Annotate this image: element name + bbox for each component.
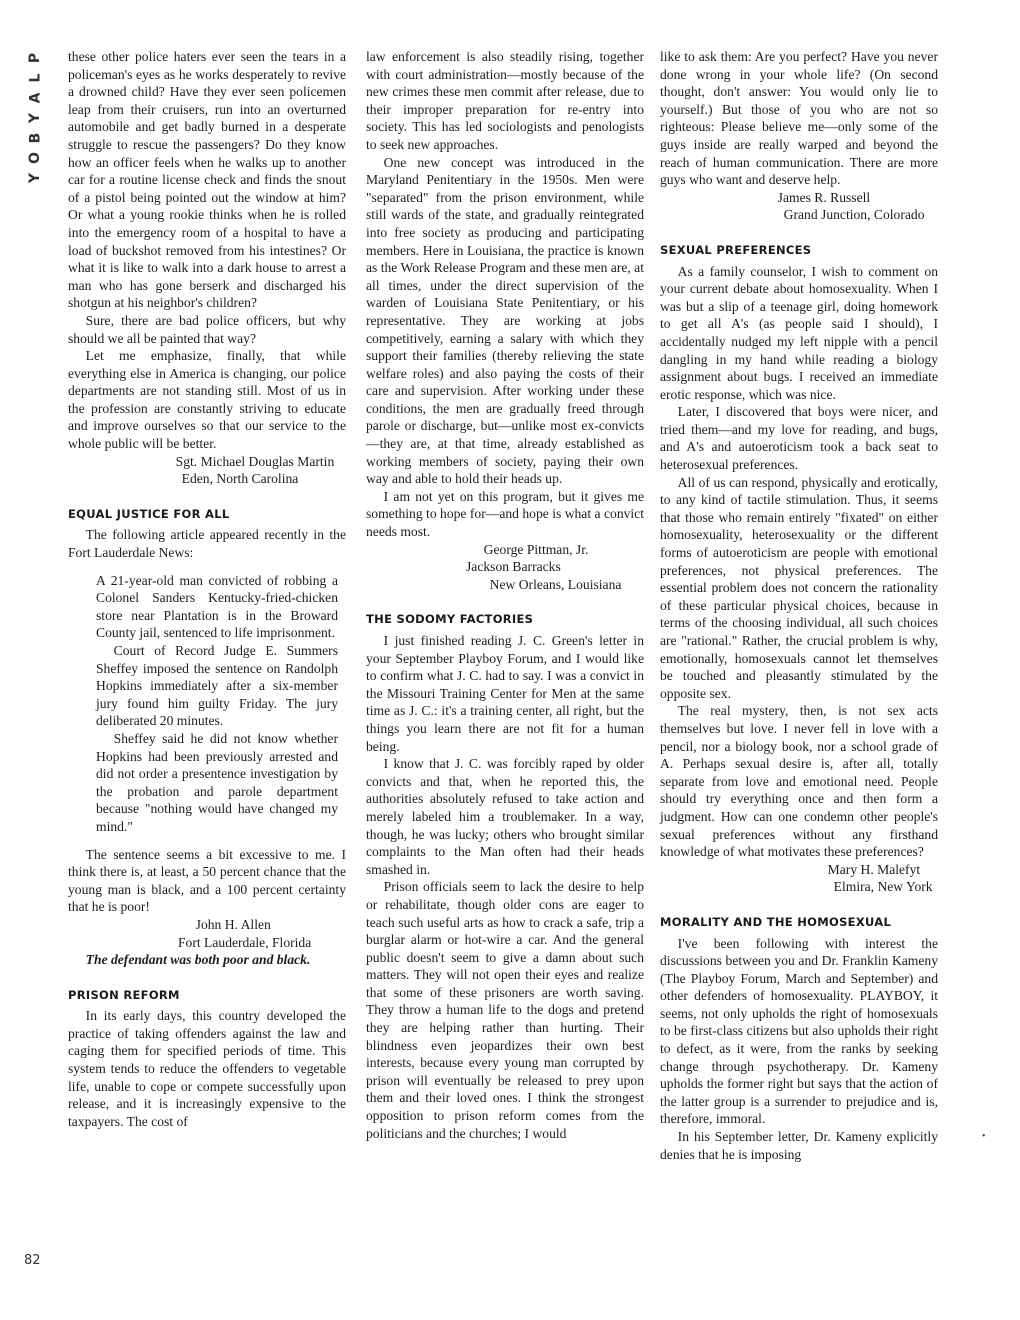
masthead-letter: A [27,92,43,104]
quoted-article [96,572,338,836]
paragraph: Sure, there are bad police officers, but why should we all be painted that way? [68,312,346,346]
column-3 [660,48,938,1163]
masthead-letter: P [26,52,43,64]
paragraph: I just finished reading J. C. Green's letter in your September Playboy Forum, and I would like to confirm what J. C. had to say. I was a convict in the Missouri Training Center for Men at the same time as J. C.: it's a training center, all right, but the things you learn there are not fit for a human being. [366,633,644,754]
column-2 [366,48,644,1142]
signature-place: New Orleans, Louisiana [489,576,622,592]
paragraph: In its early days, this country developed the practice of taking offenders against the law and caging them for specified periods of time. This system tends to reduce the offenders to vegetable life, unable to cope or compete successfully upon release, and it is increasingly expensive to the taxpayers. The cost of [68,1008,346,1129]
signature [660,861,938,896]
section-heading: PRISON REFORM [68,987,180,1002]
quote-paragraph: Sheffey said he did not know whether Hopkins had been previously arrested and did not order a presentence investigation by the probation and parole department because "nothing would have changed my mind." [96,730,338,834]
signature-name: Mary H. Malefyt [827,861,921,877]
paragraph: I am not yet on this program, but it gives me something to hope for—and hope is what a convict needs most. [366,488,644,540]
margin-dot: • [982,1131,986,1142]
paragraph: law enforcement is also steadily rising, together with court administration—mostly because of the new crimes these men commit after release, due to their improper preparation for re-entry into society. This has led sociologists and penologists to seek new approaches. [366,49,644,152]
masthead-letter: L [26,73,43,83]
column-1 [68,48,346,1130]
magazine-name-vertical [24,48,46,188]
signature-place: Grand Junction, Colorado [783,207,925,223]
paragraph: One new concept was introduced in the Maryland Penitentiary in the 1950s. Men were "separated" from the prison environment, while still wards of the state, and gradually reintegrated into free society as producing and participating members. Here in Louisiana, the practice is known as the Work Release Program and these men are, at all times, under the direct supervision of the warden of Louisiana State Penitentiary, or his representative. They are working at jobs competitively, earning a salary with which they support their families (thereby relieving the state welfare roles) and also paying the costs of their care and supervision. After working under these conditions, the men are gradually freed through parole or discharge, but—unlike most ex-convicts—they are, at that time, already established as working members of society, paying their own way and able to hold their heads up. [366,154,644,487]
section-heading: MORALITY AND THE HOMOSEXUAL [660,914,892,929]
paragraph: In his September letter, Dr. Kameny explicitly denies that he is imposing [660,1129,938,1162]
paragraph: Prison officials seem to lack the desire to help or rehabilitate, though older cons are eager to teach such useful arts as how to crack a safe, trip a burglar alarm or hot-wire a car. And the general public doesn't seem to give a damn about such matters. They will not open their eyes and realize that some of these prisoners are worth saving. They throw a human life to the dogs and pretend they are helping rather than hurting. Their blindness even jeopardizes their own best interests, because every young man corrupted by prison will eventually be released to prey upon them and their loved ones. I think the strongest opposition to prison reform comes from the politicians and the churches; I would [366,879,644,1141]
signature [366,541,644,594]
paragraph: The following article appeared recently in the Fort Lauderdale News: [68,527,346,561]
quote-paragraph: A 21-year-old man convicted of robbing a Colonel Sanders Kentucky-fried-chicken store near Plantation is in the Broward County jail, sentenced to life imprisonment. [96,572,338,641]
paragraph: I know that J. C. was forcibly raped by older convicts and that, when he reported this, the authorities absolutely refused to take action and merely labeled him a troublemaker. In a way, though, he was lucky; others who brought similar complaints to the Man often had their heads smashed in. [366,756,644,877]
signature [660,189,938,224]
paragraph: All of us can respond, physically and erotically, to any kind of tactile stimulation. Thus, it seems that those who remain entirely "fixated" on either homosexuality, heterosexuality or the different forms of autoeroticism are people with emotional preferences, not physical preferences. The essential problem does not concern the rationality of these particular physical choices, because in terms of the choosing individual, all such choices are "rational." Rather, the crucial problem is why, emotionally, homosexuals cannot let themselves be touched and pleasantly stimulated by the opposite sex. [660,474,938,701]
paragraph: Let me emphasize, finally, that while everything else in America is changing, our police departments are not standing still. Most of us in the profession are constantly striving to educate and improve ourselves so that our service to the whole public will be better. [68,348,346,452]
page-number: 82 [24,1253,41,1268]
paragraph: The real mystery, then, is not sex acts themselves but love. I never fell in love with a pencil, nor a biology book, nor a school grade of A. Perhaps sexual desire is, after all, totally separate from love and emotional need. People should try everything once and then form a judgment. How can one condemn other people's sexual preferences without any firsthand knowledge of what motivates these preferences? [660,703,938,860]
signature-name: George Pittman, Jr. [483,541,589,557]
signature-place: Eden, North Carolina [181,471,299,487]
signature-place: Jackson Barracks [466,559,561,575]
section-heading: EQUAL JUSTICE FOR ALL [68,506,230,521]
editor-reply: The defendant was both poor and black. [85,952,311,968]
signature-place: Elmira, New York [833,879,933,895]
signature [68,916,346,951]
quote-paragraph: Court of Record Judge E. Summers Sheffey imposed the sentence on Randolph Hopkins immediately after a six-member jury found him guilty Friday. The jury deliberated 20 minutes. [96,643,338,729]
section-heading: THE SODOMY FACTORIES [366,612,534,627]
paragraph: Later, I discovered that boys were nicer, and tried them—and my love for reading, and bugs, and A's and autoeroticism took a back seat to heterosexual preferences. [660,404,938,473]
signature-name: Sgt. Michael Douglas Martin [175,453,335,469]
paragraph: As a family counselor, I wish to comment on your current debate about homosexuality. When I was but a slip of a teenage girl, doing homework to get all A's (as people said I should), I accidentally nudged my left nipple with a pencil dangling in my hand while reading a biology assignment about bugs. I received an immediate erotic response, which was nice. [660,263,938,402]
section-heading: SEXUAL PREFERENCES [660,242,812,257]
masthead-letter: Y [26,112,43,124]
masthead-letter: B [26,132,43,144]
paragraph: these other police haters ever seen the tears in a policeman's eyes as he works desperately to revive a drowned child? Have they ever seen policemen leap from their cruisers, run into an overturned automobile and get badly burned in a desperate struggle to rescue the passengers? Do they know how an officer feels when he walks up to another car for a routine license check and finds the snout of a pistol being pointed out the window at him? Or what a young rookie thinks when he is rolled into the emergency room of a hospital to have a load of buckshot removed from his intestines? Or what it is like to walk into a dark house to arrest a man who has gone berserk and discharged his shotgun at his neighbor's children? [68,49,346,311]
paragraph: like to ask them: Are you perfect? Have you never done wrong in your whole life? (On second thought, don't answer: You would only lie to yourself.) But those of you who are not so righteous: Please believe me—only some of the guys inside are really warped and beyond the reach of human communication. There are more guys who want and deserve help. [660,49,938,188]
masthead-letter: Y [26,172,43,184]
signature-name: James R. Russell [777,189,871,205]
paragraph: The sentence seems a bit excessive to me. I think there is, at least, a 50 percent chance that the young man is black, and a 100 percent certainty that he is poor! [68,846,346,915]
signature [68,453,346,488]
signature-name: John H. Allen [195,916,271,932]
masthead-letter: O [27,152,43,164]
paragraph: I've been following with interest the discussions between you and Dr. Franklin Kameny (The Playboy Forum, March and September) and other defenders of homosexuality. PLAYBOY, it seems, not only upholds the right of homosexuals to be first-class citizens but also upholds their right to defect, as it were, from the ranks by seeking change through psychotherapy. Dr. Kameny upholds the former right but says that the action of the latter group is a surrender to prejudice and is, therefore, immoral. [660,935,938,1127]
signature-place: Fort Lauderdale, Florida [178,934,312,950]
